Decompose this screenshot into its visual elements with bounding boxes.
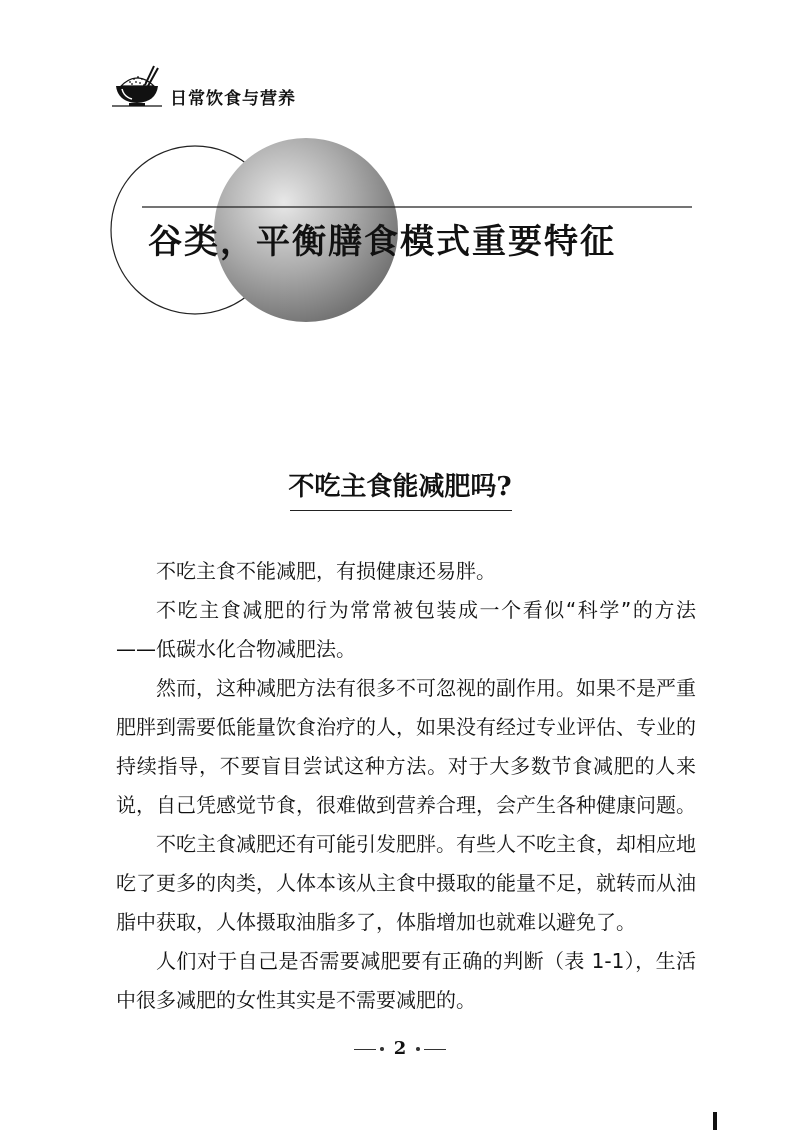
paragraph: 不吃主食减肥的行为常常被包装成一个看似“科学”的方法——低碳水化合物减肥法。 (116, 598, 696, 661)
paragraph: 不吃主食不能减肥，有损健康还易胖。 (156, 559, 496, 583)
edge-mark (713, 1112, 717, 1130)
chapter-title: 谷类，平衡膳食模式重要特征 (148, 222, 616, 262)
page-number: 2 (393, 1038, 407, 1059)
footer-dash-left (354, 1049, 376, 1050)
book-title: 日常饮食与营养 (170, 89, 296, 109)
paragraph: 然而，这种减肥方法有很多不可忽视的副作用。如果不是严重肥胖到需要低能量饮食治疗的人，如果没有经过专业评估、专业的持续指导，不要盲目尝试这种方法。对于大多数节食减肥的人来说，自己凭感觉节食，很难做到营养合理，会产生各种健康问题。 (116, 676, 696, 817)
footer-dash-right (424, 1049, 446, 1050)
footer-dot-right (416, 1047, 420, 1051)
paragraph: 人们对于自己是否需要减肥要有正确的判断（表 1-1），生活中很多减肥的女性其实是不需要减肥的。 (116, 949, 696, 1012)
chapter-decoration (0, 0, 800, 340)
paragraph: 不吃主食减肥还有可能引发肥胖。有些人不吃主食，却相应地吃了更多的肉类，人体本该从主食中摄取的能量不足，就转而从油脂中获取，人体摄取油脂多了，体脂增加也就难以避免了。 (116, 832, 696, 934)
footer-dot-left (380, 1047, 384, 1051)
section-title: 不吃主食能减肥吗? (288, 472, 512, 502)
section-underline (290, 510, 512, 511)
page-footer (0, 1038, 800, 1059)
body-text (116, 552, 696, 1020)
